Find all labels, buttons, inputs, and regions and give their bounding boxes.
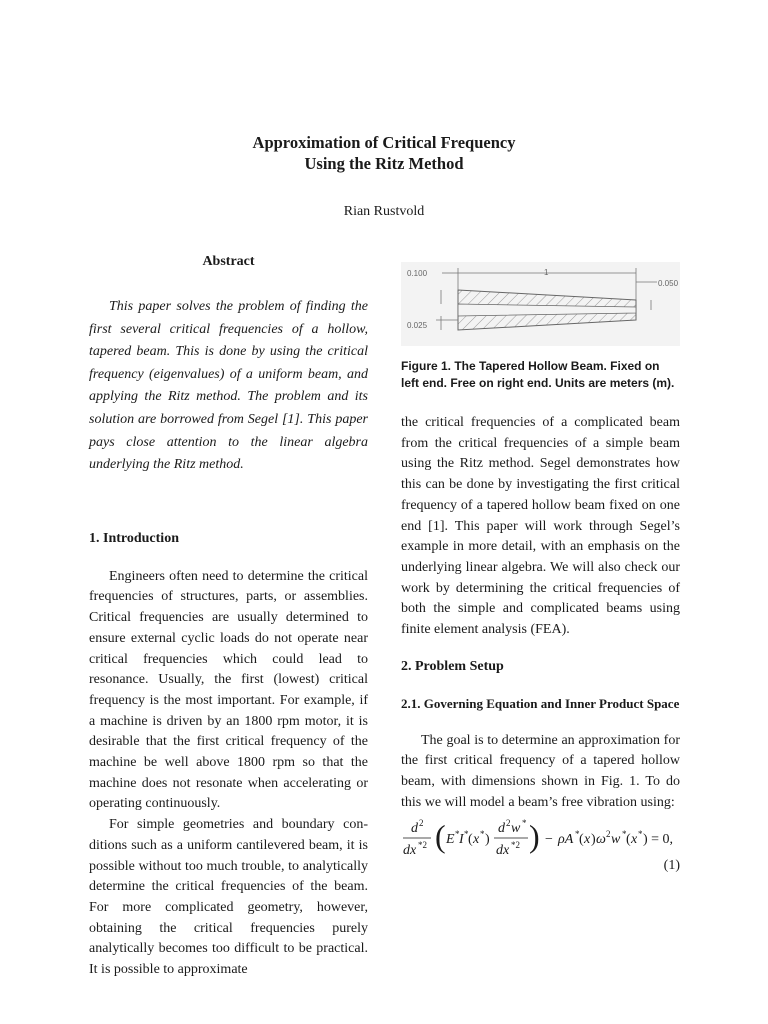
svg-text:) = 0,: ) = 0, [643,831,674,847]
figure-tapered-beam [401,262,680,346]
svg-text:): ) [591,831,596,847]
svg-text:*: * [575,828,580,839]
author-name: Rian Rustvold [343,204,425,219]
svg-text:*: * [464,828,469,839]
svg-text:*2: *2 [418,839,427,850]
svg-text:dx: dx [403,842,417,858]
dim-height-right: 0.050 [658,279,679,288]
title-line-1: Approximation of Critical Frequency [252,133,516,152]
svg-text:x: x [473,831,480,847]
svg-text:−: − [545,831,553,847]
problem-setup-heading: 2. Problem Setup [401,658,504,674]
svg-text:(: ( [468,831,473,847]
svg-text:2: 2 [606,828,611,839]
left-column [89,254,368,981]
figure-caption: Figure 1. The Tapered Hollow Beam. Fixed on left end. Free on right end. Units are meters (m). [401,359,675,390]
svg-text:E: E [446,831,455,847]
equation-number: (1) [663,857,680,873]
svg-text:2: 2 [419,817,424,828]
introduction-heading: 1. Introduction [89,530,179,546]
svg-text:*: * [638,828,643,839]
svg-text:d: d [498,820,505,836]
right-column [401,262,680,884]
svg-text:x: x [584,831,591,847]
equation-1 [401,814,680,884]
svg-text:*: * [480,828,485,839]
svg-text:w: w [611,831,621,847]
svg-text:): ) [485,831,490,847]
svg-text:ρA: ρA [558,831,574,847]
dim-length: 1 [544,268,549,277]
svg-text:(: ( [626,831,631,847]
svg-text:dx: dx [496,842,510,858]
governing-equation-subheading: 2.1. Governing Equation and Inner Product Space [401,695,680,711]
dim-height-left: 0.100 [407,269,428,278]
title-line-2: Using the Ritz Method [304,154,464,173]
svg-text:2: 2 [506,817,511,828]
introduction-paragraph-1: Engineers often need to determine the critical frequencies of structures, parts, or assemblies. Critical frequencies are usually determined to ensure external cyclic loads do not operate near critical frequencies which could lead to resonance. Usually, the first (lowest) critical frequency is the most important. For example, if a machine is driven by an 1800 rpm motor, it is desirable that the first critical frequency of the machine be well above 1800 rpm so that the machine does not resonate when accelerating or operating continuously. [89,568,368,812]
svg-text:(: ( [579,831,584,847]
abstract-heading: Abstract [202,254,255,269]
svg-text:*: * [455,828,460,839]
svg-text:I: I [459,831,464,847]
svg-text:): ) [529,817,540,854]
svg-text:*2: *2 [511,839,520,850]
svg-text:d: d [411,820,418,836]
svg-text:*: * [622,828,627,839]
svg-text:(: ( [435,817,446,854]
dim-wall-thickness: 0.025 [407,321,428,330]
paper-title [0,132,768,174]
svg-text:ω: ω [596,831,606,847]
abstract-text: This paper solves the problem of finding the first several critical frequencies of a hollow, tapered beam. This is done by using the critical frequency (eigenvalues) of a uniform beam, and applying the Ritz method. The problem and its solution are borrowed from Segel [1]. This paper pays close attention to the linear algebra underlying the Ritz method. [89,299,368,473]
problem-setup-paragraph: The goal is to determine an approximation for the first critical frequency of a tapered hollow beam, with dimensions shown in Fig. 1. To do this we will model a beam’s free vibration using: [401,732,680,810]
beam-drawing [401,262,680,346]
svg-text:x: x [631,831,638,847]
introduction-paragraph-2: For simple geometries and boundary conditions such as a uniform cantilevered beam, it is possible without too much trouble, to analytically determine the critical frequencies of the beam. For more complicated geometry, however, obtaining the critical frequencies purely analytically becomes too difficult to be practical. It is possible to approximate [89,817,368,978]
introduction-continuation: the critical frequencies of a complicated beam from the critical frequencies of a simple beam using the Ritz method. Segel demonstrates how this can be done by investigating the first critical frequency of a tapered hollow beam fixed on one end [1]. This paper will work through Segel’s example in more detail, with an emphasis on the underlying linear algebra. We will also check our work by determining the critical frequencies of both the simple and complicated beams using finite element analysis (FEA). [401,415,680,638]
svg-text:*: * [522,817,527,828]
svg-text:w: w [511,820,521,836]
governing-equation [401,814,680,864]
